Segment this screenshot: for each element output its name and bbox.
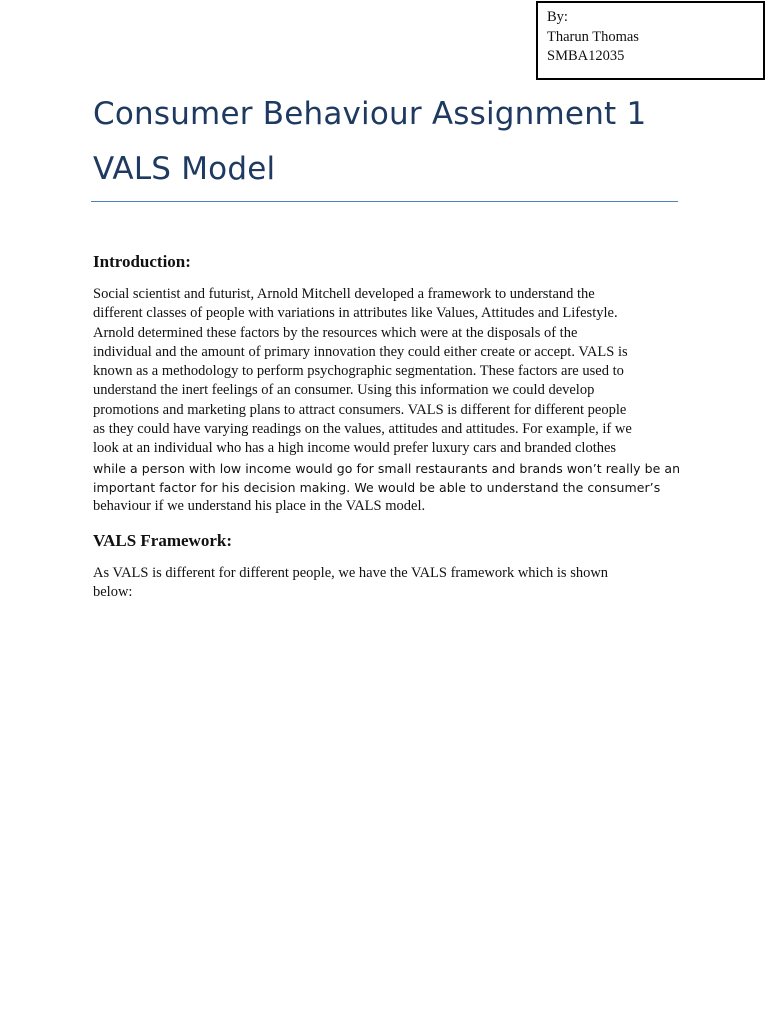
author-info-box: [536, 1, 765, 80]
paragraph-line: important factor for his decision making. We would be able to understand the consumer’s: [93, 479, 661, 495]
paragraph-line: as they could have varying readings on the values, attitudes and attitudes. For example, if we: [93, 421, 632, 438]
title-divider: [91, 201, 678, 202]
author-id: SMBA12035: [547, 48, 625, 64]
paragraph-line: Social scientist and futurist, Arnold Mitchell developed a framework to understand the: [93, 286, 595, 302]
paragraph-line: behaviour if we understand his place in the VALS model.: [93, 498, 426, 515]
paragraph-line: promotions and marketing plans to attract consumers. VALS is different for different people: [93, 401, 627, 418]
paragraph-line: look at an individual who has a high income would prefer luxury cars and branded clothes: [93, 440, 617, 457]
author-by-label: By:: [547, 9, 568, 25]
author-name: Tharun Thomas: [547, 28, 639, 45]
paragraph-line: understand the inert feelings of an consumer. Using this information we could develop: [93, 382, 595, 399]
paragraph-line: below:: [93, 584, 133, 601]
paragraph-line: individual and the amount of primary innovation they could either create or accept. VALS is: [93, 343, 628, 360]
paragraph-line: different classes of people with variations in attributes like Values, Attitudes and Lifestyle.: [93, 305, 618, 322]
paragraph-line: known as a methodology to perform psychographic segmentation. These factors are used to: [93, 363, 624, 380]
vals-framework-heading: VALS Framework:: [93, 531, 232, 550]
vals-framework-paragraph: [93, 564, 693, 603]
paragraph-line: while a person with low income would go for small restaurants and brands won’t really be an: [93, 460, 681, 476]
introduction-paragraph: [93, 285, 693, 517]
paragraph-line: Arnold determined these factors by the resources which were at the disposals of the: [93, 324, 578, 341]
paragraph-line: As VALS is different for different people, we have the VALS framework which is shown: [93, 565, 609, 581]
introduction-heading: Introduction:: [93, 252, 191, 271]
document-subtitle: VALS Model: [93, 151, 276, 187]
document-title: Consumer Behaviour Assignment 1: [93, 96, 647, 132]
